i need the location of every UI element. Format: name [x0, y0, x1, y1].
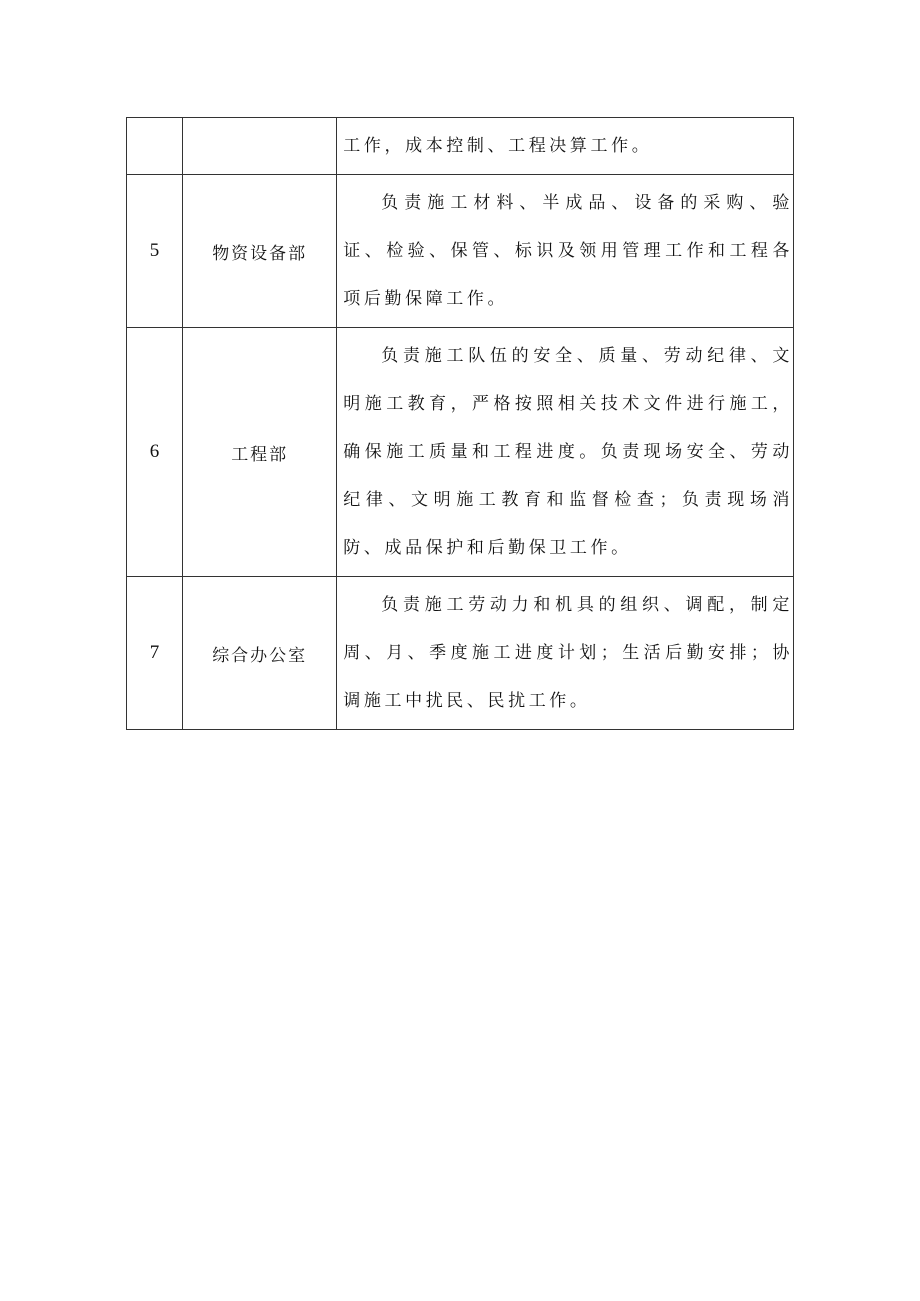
table-row — [127, 577, 794, 730]
row-number: 5 — [127, 175, 183, 328]
department-name: 物资设备部 — [183, 175, 337, 328]
row-number: 6 — [127, 328, 183, 577]
responsibility-text — [337, 577, 794, 730]
responsibility-paragraph: 负责施工劳动力和机具的组织、调配，制定周、月、季度施工进度计划；生活后勤安排；协调施工中扰民、民扰工作。 — [343, 595, 793, 711]
responsibility-paragraph: 负责施工队伍的安全、质量、劳动纪律、文明施工教育，严格按照相关技术文件进行施工，确保施工质量和工程进度。负责现场安全、劳动纪律、文明施工教育和监督检查；负责现场消防、成品保护和后勤保卫工作。 — [343, 346, 793, 558]
row-number — [127, 118, 183, 175]
responsibility-text — [337, 175, 794, 328]
responsibility-text — [337, 328, 794, 577]
table-row — [127, 175, 794, 328]
department-name: 工程部 — [183, 328, 337, 577]
table-row — [127, 118, 794, 175]
responsibility-table — [126, 117, 794, 730]
department-name: 综合办公室 — [183, 577, 337, 730]
responsibility-paragraph: 负责施工材料、半成品、设备的采购、验证、检验、保管、标识及领用管理工作和工程各项后勤保障工作。 — [343, 193, 793, 309]
responsibility-text-continued: 工作，成本控制、工程决算工作。 — [343, 136, 653, 156]
table-row — [127, 328, 794, 577]
responsibility-text — [337, 118, 794, 175]
department-name — [183, 118, 337, 175]
row-number: 7 — [127, 577, 183, 730]
